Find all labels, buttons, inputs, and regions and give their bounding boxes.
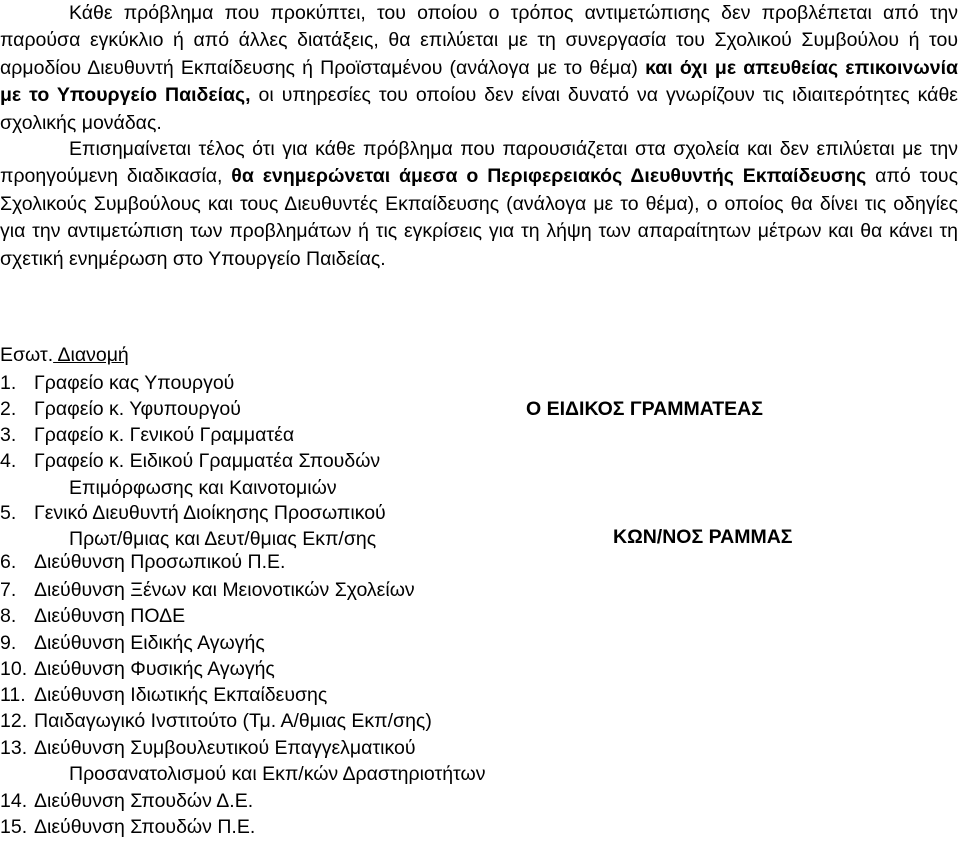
distribution-heading [0, 342, 129, 369]
distribution-item [0, 630, 960, 657]
distribution-item [0, 708, 960, 735]
distribution-item [0, 603, 960, 630]
paragraph1-text-start: Κάθε πρόβλημα που προκύπτει, του οποίου ο τρόπος αντιμετώπισης δεν προβλέπεται από την παρούσα εγκύκλιο ή από άλλες διατάξεις, θα επιλύεται με τη συνεργασία του Σχολικού Συμβούλου ή του αρμοδίου Διευθυντή Εκπαίδευσης ή Προϊσταμένου (ανάλογα με το θέμα) [0, 2, 958, 79]
distribution-item-number: 2. [0, 398, 17, 420]
distribution-item-text: Γραφείο κ. Υφυπουργού [34, 398, 241, 420]
distribution-item-number: 11. [0, 684, 26, 706]
distribution-item [0, 735, 960, 762]
distribution-item-number: 1. [0, 372, 17, 394]
distribution-item [0, 500, 960, 527]
distribution-item-text: Διεύθυνση Ειδικής Αγωγής [34, 632, 265, 654]
distribution-item [0, 788, 960, 815]
distribution-item-text: Γραφείο κ. Γενικού Γραμματέα [34, 424, 295, 446]
signature-name: ΚΩΝ/ΝΟΣ ΡΑΜΜΑΣ [613, 526, 793, 548]
distribution-item-text: Διεύθυνση Προσωπικού Π.Ε. [34, 551, 286, 573]
distribution-item [0, 656, 960, 683]
distribution-item-number: 3. [0, 424, 17, 446]
distribution-item-text: Διεύθυνση ΠΟΔΕ [34, 605, 186, 627]
distribution-item-number: 7. [0, 579, 17, 601]
distribution-item-text: Γραφείο κας Υπουργού [34, 372, 235, 394]
distribution-item-text: Παιδαγωγικό Ινστιτούτο (Τμ. Α/θμιας Εκπ/σης) [34, 710, 432, 732]
distribution-item-continuation: Πρωτ/θμιας και Δευτ/θμιας Εκπ/σης [69, 528, 377, 550]
distribution-item [0, 448, 960, 475]
paragraph1-bold-emphasis: και όχι με απευθείας επικοινωνία με το Υπουργείο Παιδείας, [0, 56, 958, 107]
distribution-item [0, 549, 960, 576]
distribution-item-number: 5. [0, 502, 17, 524]
distribution-item-text: Διεύθυνση Συμβουλευτικού Επαγγελματικού [34, 737, 416, 759]
distribution-item [0, 682, 960, 709]
distribution-item-continuation: Επιμόρφωσης και Καινοτομιών [69, 477, 337, 499]
distribution-item-continuation: Προσανατολισμού και Εκπ/κών Δραστηριοτήτων [69, 763, 486, 785]
paragraph2-text-start: Επισημαίνεται τέλος ότι για κάθε πρόβλημα που παρουσιάζεται στα σχολεία και δεν επιλύεται με την προηγούμενη διαδικασία, [0, 138, 958, 188]
distribution-item [0, 396, 960, 423]
paragraph1-text-end: οι υπηρεσίες του οποίου δεν είναι δυνατό να γνωρίζουν τις ιδιαιτερότητες κάθε σχολικής μονάδας. [0, 84, 958, 134]
distribution-item-text: Διεύθυνση Φυσικής Αγωγής [34, 658, 275, 680]
distribution-item-number: 4. [0, 450, 17, 472]
signature-title: Ο ΕΙΔΙΚΟΣ ΓΡΑΜΜΑΤΕΑΣ [526, 398, 763, 420]
paragraph2-text-end: από τους Σχολικούς Συμβούλους και τους Διευθυντές Εκπαίδευσης (ανάλογα με το θέμα), ο οποίος θα δίνει τις οδηγίες για την αντιμετώπιση των προβλημάτων ή τις εγκρίσεις για τη λήψη των απαραίτητων μέτρων και θα κάνει τη σχετική ενημέρωση στο Υπουργείο Παιδείας. [0, 165, 958, 270]
distribution-item-number: 13. [0, 737, 28, 759]
distribution-item-text: Διεύθυνση Ιδιωτικής Εκπαίδευσης [34, 684, 328, 706]
distribution-item [0, 814, 960, 841]
distribution-item-text: Γενικό Διευθυντή Διοίκησης Προσωπικού [34, 502, 386, 524]
distribution-heading-part2: Διανομή [53, 344, 129, 366]
distribution-item-number: 15. [0, 816, 28, 838]
distribution-item-number: 12. [0, 710, 28, 732]
distribution-item-text: Διεύθυνση Σπουδών Π.Ε. [34, 816, 256, 838]
distribution-item [0, 422, 960, 449]
distribution-item [0, 577, 960, 604]
distribution-item-text: Διεύθυνση Σπουδών Δ.Ε. [34, 790, 254, 812]
paragraph2-bold-emphasis: θα ενημερώνεται άμεσα ο Περιφερειακός Διευθυντής Εκπαίδευσης [231, 165, 867, 188]
distribution-item-text: Διεύθυνση Ξένων και Μειονοτικών Σχολείων [34, 579, 415, 601]
distribution-item-number: 10. [0, 658, 28, 680]
paragraph-regional-director [0, 136, 958, 273]
distribution-item-number: 9. [0, 632, 17, 654]
distribution-heading-part1: Εσωτ. [0, 344, 54, 366]
distribution-item-text: Γραφείο κ. Ειδικού Γραμματέα Σπουδών [34, 450, 381, 472]
distribution-item-number: 6. [0, 551, 17, 573]
distribution-item-number: 8. [0, 605, 17, 627]
distribution-item-number: 14. [0, 790, 28, 812]
paragraph-problem-handling [0, 0, 958, 137]
distribution-item [0, 370, 960, 397]
